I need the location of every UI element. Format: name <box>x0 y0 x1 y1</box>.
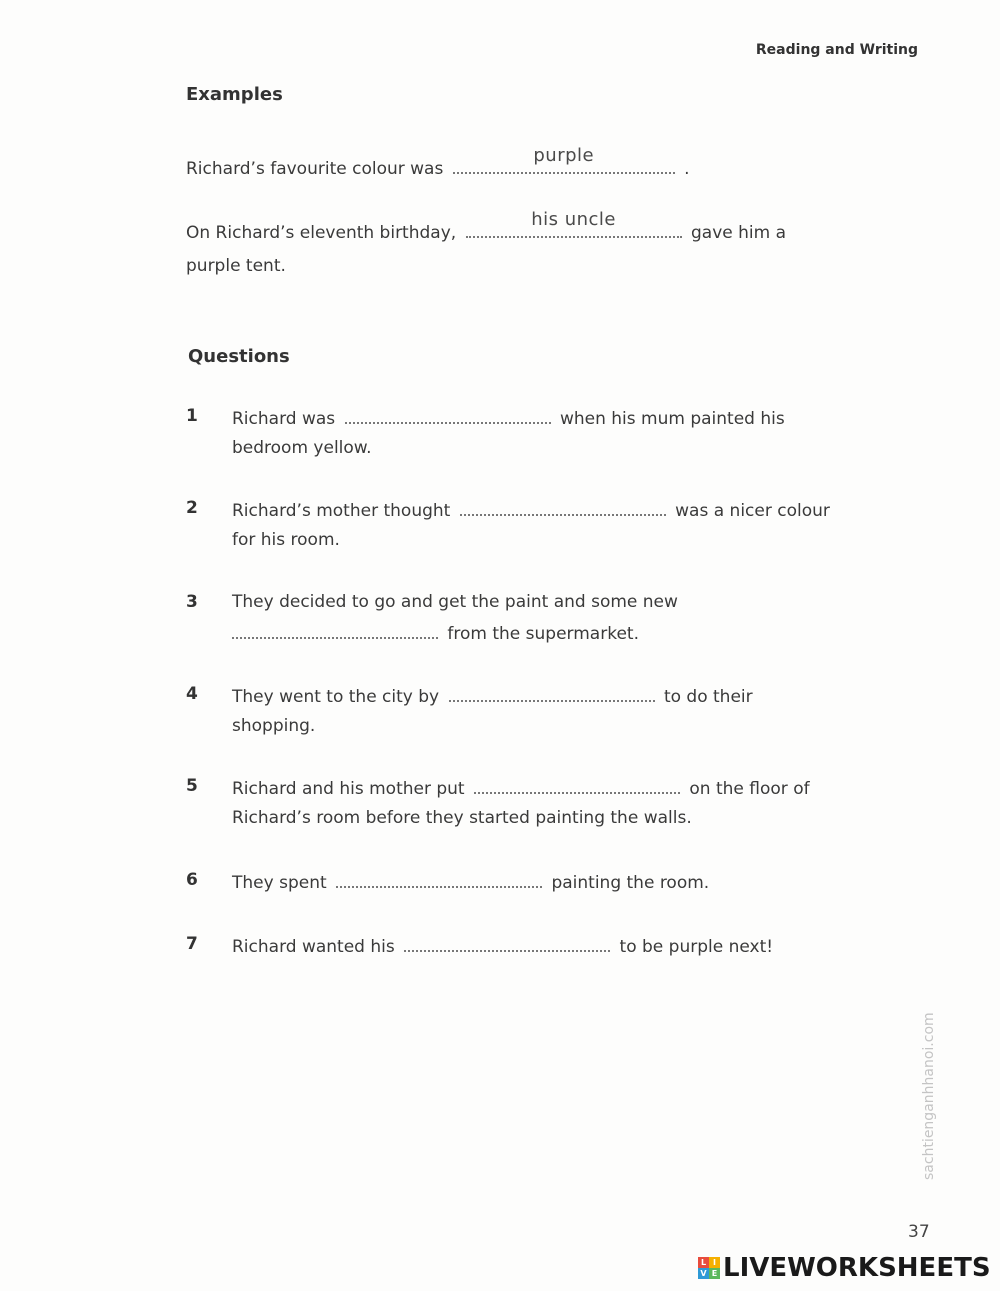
question-7-text-after: to be purple next! <box>619 937 774 957</box>
example-1-answer: purple <box>533 145 595 166</box>
example-1 <box>186 145 690 183</box>
liveworksheets-logo-icon <box>698 1257 720 1279</box>
logo-tile: E <box>709 1268 720 1279</box>
question-4-answer-field[interactable] <box>449 680 655 702</box>
question-4-text-after: to do their <box>663 687 753 707</box>
question-number: 3 <box>186 592 198 612</box>
example-1-text-before: Richard’s favourite colour was <box>186 159 444 179</box>
section-header: Reading and Writing <box>755 42 918 58</box>
question-5-text-after: on the floor of <box>689 779 810 799</box>
question-number: 4 <box>186 684 198 704</box>
example-2-text-after: gave him a <box>691 223 787 243</box>
question-7-answer-field[interactable] <box>404 930 610 952</box>
questions-heading: Questions <box>188 346 290 367</box>
question-4-text-before: They went to the city by <box>232 687 440 707</box>
question-number: 2 <box>186 498 198 518</box>
question-5-text-before: Richard and his mother put <box>232 779 465 799</box>
site-watermark: sachtienganhhanoi.com <box>921 1012 937 1180</box>
question-4-line2: shopping. <box>232 716 316 736</box>
question-1-line2: bedroom yellow. <box>232 438 372 458</box>
logo-tile: I <box>709 1257 720 1268</box>
question-number: 5 <box>186 776 198 796</box>
example-2-line2: purple tent. <box>186 256 286 276</box>
question-6-text-before: They spent <box>232 873 327 893</box>
question-number: 6 <box>186 870 198 890</box>
examples-heading: Examples <box>186 84 283 105</box>
question-3-text-before: They decided to go and get the paint and some new <box>232 592 678 612</box>
logo-tile: L <box>698 1257 709 1268</box>
question-2-answer-field[interactable] <box>460 494 666 516</box>
question-number: 1 <box>186 406 198 426</box>
question-1-answer-field[interactable] <box>345 402 551 424</box>
question-3-answer-field[interactable] <box>232 617 438 639</box>
question-2-text-before: Richard’s mother thought <box>232 501 451 521</box>
example-2-answer-field[interactable] <box>466 209 682 238</box>
question-5-line2: Richard’s room before they started painting the walls. <box>232 808 692 828</box>
question-number: 7 <box>186 934 198 954</box>
liveworksheets-brand[interactable] <box>698 1252 991 1284</box>
question-6-text-after: painting the room. <box>551 873 710 893</box>
question-3-text-after: from the supermarket. <box>447 624 639 644</box>
question-5-answer-field[interactable] <box>474 772 680 794</box>
logo-tile: V <box>698 1268 709 1279</box>
example-1-answer-field[interactable] <box>453 145 675 174</box>
example-1-text-after: . <box>684 159 690 179</box>
example-2 <box>186 209 787 247</box>
brand-name: LIVEWORKSHEETS <box>723 1253 991 1283</box>
example-2-answer: his uncle <box>531 209 616 230</box>
page-number: 37 <box>908 1222 930 1242</box>
example-2-text-before: On Richard’s eleventh birthday, <box>186 223 457 243</box>
question-1-text-before: Richard was <box>232 409 336 429</box>
question-7-text-before: Richard wanted his <box>232 937 395 957</box>
question-6-answer-field[interactable] <box>336 866 542 888</box>
question-2-text-after: was a nicer colour <box>675 501 830 521</box>
question-1-text-after: when his mum painted his <box>559 409 785 429</box>
question-2-line2: for his room. <box>232 530 340 550</box>
